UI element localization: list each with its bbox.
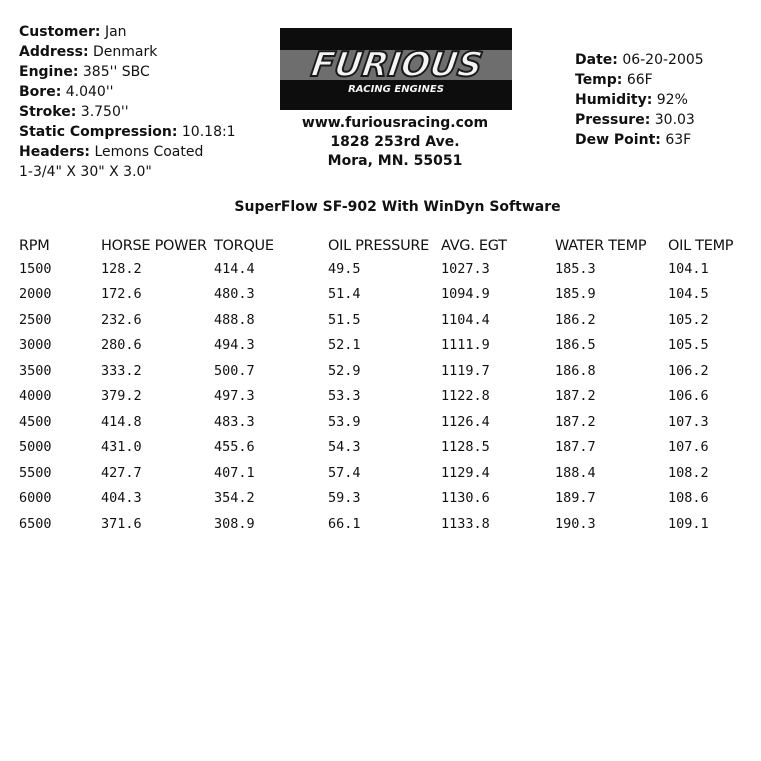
cell-water-temp: 187.2 bbox=[555, 388, 596, 405]
address-label: Address: bbox=[19, 44, 89, 60]
table-row bbox=[19, 282, 758, 308]
cell-water-temp: 186.5 bbox=[555, 337, 596, 354]
headers-row bbox=[19, 142, 236, 162]
pressure-row bbox=[575, 110, 704, 130]
cell-horse-power: 404.3 bbox=[101, 490, 142, 507]
cell-oil-pressure: 54.3 bbox=[328, 439, 361, 456]
cell-water-temp: 189.7 bbox=[555, 490, 596, 507]
cell-horse-power: 427.7 bbox=[101, 464, 142, 481]
cell-oil-pressure: 52.1 bbox=[328, 337, 361, 354]
cell-torque: 497.3 bbox=[214, 388, 255, 405]
cell-torque: 480.3 bbox=[214, 286, 255, 303]
pressure-value: 30.03 bbox=[654, 112, 695, 128]
table-header-row bbox=[19, 236, 758, 256]
cell-water-temp: 185.9 bbox=[555, 286, 596, 303]
temp-row bbox=[575, 70, 704, 90]
cell-rpm: 5500 bbox=[19, 464, 52, 481]
test-conditions bbox=[575, 50, 704, 150]
column-header-avg-egt: AVG. EGT bbox=[441, 238, 507, 254]
cell-torque: 483.3 bbox=[214, 413, 255, 430]
column-header-water-temp: WATER TEMP bbox=[555, 238, 647, 254]
table-row bbox=[19, 256, 758, 282]
cell-rpm: 6000 bbox=[19, 490, 52, 507]
cell-avg-egt: 1104.4 bbox=[441, 311, 490, 328]
address-value: Denmark bbox=[93, 44, 158, 60]
engine-value: 385'' SBC bbox=[82, 64, 150, 80]
cell-oil-temp: 104.5 bbox=[668, 286, 709, 303]
stroke-row bbox=[19, 102, 236, 122]
table-row bbox=[19, 358, 758, 384]
cell-avg-egt: 1122.8 bbox=[441, 388, 490, 405]
company-street: 1828 253rd Ave. bbox=[330, 134, 460, 150]
column-header-oil-pressure: OIL PRESSURE bbox=[328, 238, 430, 254]
temp-value: 66F bbox=[626, 72, 653, 88]
cell-water-temp: 186.2 bbox=[555, 311, 596, 328]
address-row bbox=[19, 42, 236, 62]
bore-label: Bore: bbox=[19, 84, 62, 100]
date-row bbox=[575, 50, 704, 70]
temp-label: Temp: bbox=[575, 72, 623, 88]
cell-horse-power: 280.6 bbox=[101, 337, 142, 354]
table-row bbox=[19, 333, 758, 359]
customer-info bbox=[19, 22, 236, 182]
dyno-software-title: SuperFlow SF-902 With WinDyn Software bbox=[234, 199, 561, 215]
cell-oil-temp: 105.2 bbox=[668, 311, 709, 328]
cell-water-temp: 185.3 bbox=[555, 260, 596, 277]
logo-wordmark: FURIOUS bbox=[308, 45, 485, 85]
dew-point-label: Dew Point: bbox=[575, 132, 661, 148]
cell-torque: 407.1 bbox=[214, 464, 255, 481]
cell-avg-egt: 1126.4 bbox=[441, 413, 490, 430]
logo-tagline: RACING ENGINES bbox=[348, 84, 444, 95]
cell-avg-egt: 1130.6 bbox=[441, 490, 490, 507]
stroke-value: 3.750'' bbox=[80, 104, 129, 120]
cell-oil-temp: 105.5 bbox=[668, 337, 709, 354]
customer-value: Jan bbox=[104, 24, 127, 40]
table-row bbox=[19, 486, 758, 512]
customer-row bbox=[19, 22, 236, 42]
cell-oil-temp: 108.6 bbox=[668, 490, 709, 507]
cell-oil-temp: 107.3 bbox=[668, 413, 709, 430]
column-header-torque: TORQUE bbox=[214, 238, 274, 254]
company-address bbox=[300, 114, 490, 171]
cell-avg-egt: 1027.3 bbox=[441, 260, 490, 277]
cell-oil-temp: 106.2 bbox=[668, 362, 709, 379]
engine-row bbox=[19, 62, 236, 82]
humidity-value: 92% bbox=[656, 92, 688, 108]
cell-horse-power: 371.6 bbox=[101, 515, 142, 532]
cell-avg-egt: 1094.9 bbox=[441, 286, 490, 303]
cell-rpm: 6500 bbox=[19, 515, 52, 532]
bore-value: 4.040'' bbox=[65, 84, 114, 100]
cell-water-temp: 186.8 bbox=[555, 362, 596, 379]
cell-oil-pressure: 59.3 bbox=[328, 490, 361, 507]
stroke-label: Stroke: bbox=[19, 104, 77, 120]
cell-rpm: 2000 bbox=[19, 286, 52, 303]
headers-detail: 1-3/4" X 30" X 3.0" bbox=[19, 164, 152, 180]
headers-label: Headers: bbox=[19, 144, 91, 160]
column-header-rpm: RPM bbox=[19, 238, 50, 254]
cell-rpm: 1500 bbox=[19, 260, 52, 277]
cell-oil-temp: 107.6 bbox=[668, 439, 709, 456]
headers-value: Lemons Coated bbox=[94, 144, 204, 160]
cell-avg-egt: 1128.5 bbox=[441, 439, 490, 456]
humidity-label: Humidity: bbox=[575, 92, 653, 108]
cell-oil-pressure: 66.1 bbox=[328, 515, 361, 532]
cell-oil-pressure: 53.9 bbox=[328, 413, 361, 430]
company-website: www.furiousracing.com bbox=[301, 115, 489, 131]
cell-rpm: 2500 bbox=[19, 311, 52, 328]
cell-torque: 308.9 bbox=[214, 515, 255, 532]
cell-oil-pressure: 57.4 bbox=[328, 464, 361, 481]
cell-water-temp: 190.3 bbox=[555, 515, 596, 532]
cell-oil-temp: 106.6 bbox=[668, 388, 709, 405]
date-value: 06-20-2005 bbox=[622, 52, 704, 68]
cell-water-temp: 188.4 bbox=[555, 464, 596, 481]
date-label: Date: bbox=[575, 52, 618, 68]
cell-torque: 455.6 bbox=[214, 439, 255, 456]
dyno-results-table bbox=[19, 236, 758, 537]
cell-torque: 354.2 bbox=[214, 490, 255, 507]
table-row bbox=[19, 384, 758, 410]
humidity-row bbox=[575, 90, 704, 110]
cell-oil-pressure: 51.4 bbox=[328, 286, 361, 303]
cell-oil-pressure: 49.5 bbox=[328, 260, 361, 277]
cell-horse-power: 333.2 bbox=[101, 362, 142, 379]
compression-label: Static Compression: bbox=[19, 124, 178, 140]
table-row bbox=[19, 409, 758, 435]
cell-oil-temp: 108.2 bbox=[668, 464, 709, 481]
cell-oil-pressure: 51.5 bbox=[328, 311, 361, 328]
pressure-label: Pressure: bbox=[575, 112, 651, 128]
cell-horse-power: 232.6 bbox=[101, 311, 142, 328]
cell-avg-egt: 1111.9 bbox=[441, 337, 490, 354]
cell-oil-pressure: 53.3 bbox=[328, 388, 361, 405]
cell-torque: 494.3 bbox=[214, 337, 255, 354]
cell-avg-egt: 1133.8 bbox=[441, 515, 490, 532]
table-row bbox=[19, 435, 758, 461]
cell-rpm: 4500 bbox=[19, 413, 52, 430]
cell-avg-egt: 1119.7 bbox=[441, 362, 490, 379]
cell-rpm: 3500 bbox=[19, 362, 52, 379]
dew-point-value: 63F bbox=[665, 132, 692, 148]
company-city: Mora, MN. 55051 bbox=[327, 153, 463, 169]
table-body bbox=[19, 256, 758, 537]
cell-water-temp: 187.7 bbox=[555, 439, 596, 456]
cell-torque: 500.7 bbox=[214, 362, 255, 379]
table-row bbox=[19, 511, 758, 537]
table-row bbox=[19, 460, 758, 486]
customer-label: Customer: bbox=[19, 24, 101, 40]
cell-avg-egt: 1129.4 bbox=[441, 464, 490, 481]
compression-value: 10.18:1 bbox=[181, 124, 236, 140]
cell-water-temp: 187.2 bbox=[555, 413, 596, 430]
furious-logo bbox=[280, 28, 512, 110]
cell-horse-power: 431.0 bbox=[101, 439, 142, 456]
cell-rpm: 4000 bbox=[19, 388, 52, 405]
cell-rpm: 3000 bbox=[19, 337, 52, 354]
bore-row bbox=[19, 82, 236, 102]
cell-oil-temp: 104.1 bbox=[668, 260, 709, 277]
compression-row bbox=[19, 122, 236, 142]
cell-rpm: 5000 bbox=[19, 439, 52, 456]
cell-oil-pressure: 52.9 bbox=[328, 362, 361, 379]
engine-label: Engine: bbox=[19, 64, 79, 80]
cell-horse-power: 172.6 bbox=[101, 286, 142, 303]
cell-horse-power: 414.8 bbox=[101, 413, 142, 430]
column-header-horse-power: HORSE POWER bbox=[101, 238, 207, 254]
dew-point-row bbox=[575, 130, 704, 150]
cell-oil-temp: 109.1 bbox=[668, 515, 709, 532]
cell-torque: 488.8 bbox=[214, 311, 255, 328]
cell-horse-power: 379.2 bbox=[101, 388, 142, 405]
table-row bbox=[19, 307, 758, 333]
cell-torque: 414.4 bbox=[214, 260, 255, 277]
column-header-oil-temp: OIL TEMP bbox=[668, 238, 734, 254]
cell-horse-power: 128.2 bbox=[101, 260, 142, 277]
